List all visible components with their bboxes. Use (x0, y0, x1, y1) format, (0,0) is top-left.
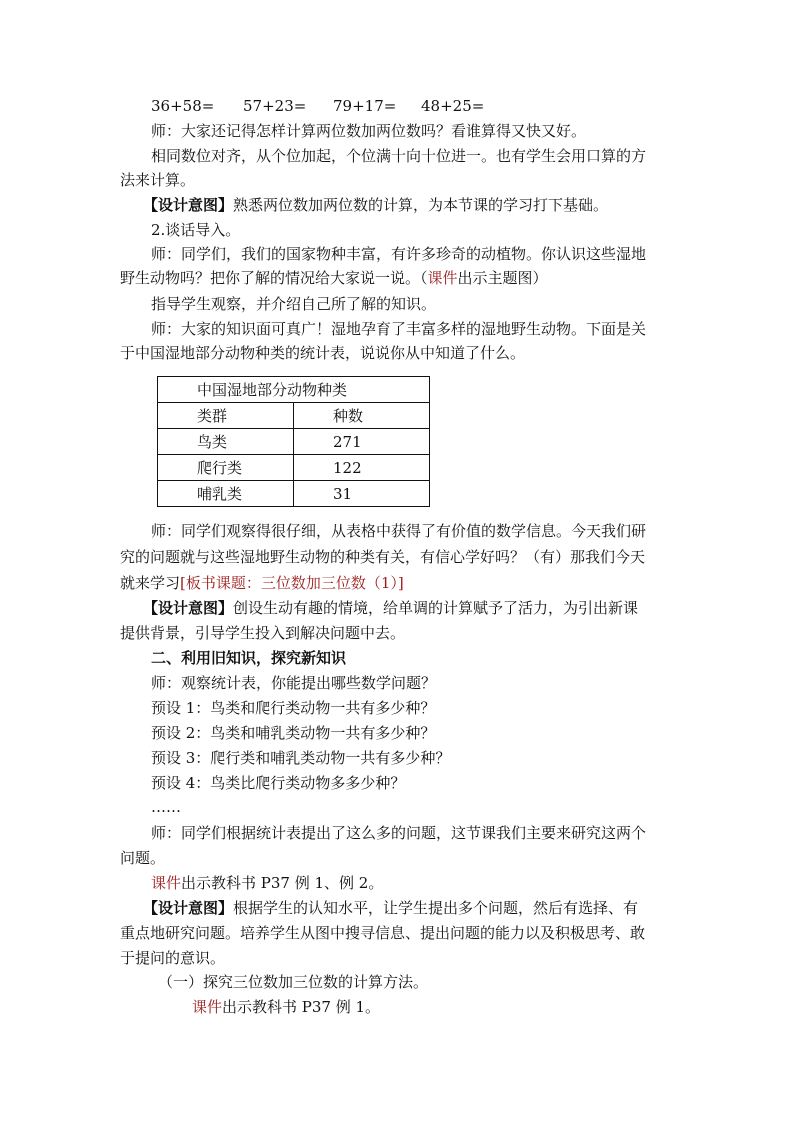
design-intent-1 (143, 195, 608, 215)
courseware-label: 课件 (192, 998, 223, 1016)
paragraph-line: 法来计算。 (120, 171, 196, 189)
paragraph-line: 师：同学们，我们的国家物种丰富，有许多珍奇的动植物。你认识这些湿地 (151, 245, 647, 263)
ellipsis: …… (151, 798, 181, 816)
paragraph-line: 相同数位对齐，从个位加起，个位满十向十位进一。也有学生会用口算的方 (151, 147, 647, 165)
table-header-row (158, 403, 430, 429)
design-intent-3 (143, 898, 638, 918)
paragraph-line: 师：同学们观察得很仔细，从表格中获得了有价值的数学信息。今天我们研 (151, 522, 647, 540)
table-header-group: 类群 (158, 403, 294, 429)
courseware-label: 课件 (151, 874, 182, 892)
table-cell-count: 122 (294, 455, 430, 481)
preset-question: 预设 4：鸟类比爬行类动物多多少种？ (151, 774, 406, 792)
paragraph-line: 提供背景，引导学生投入到解决问题中去。 (120, 624, 406, 642)
section-heading: 二、利用旧知识，探究新知识 (151, 649, 347, 667)
design-intent-label: 【设计意图】 (143, 899, 234, 917)
paragraph-line (192, 997, 380, 1017)
table-cell-group: 鸟类 (158, 429, 294, 455)
paragraph-line (151, 873, 383, 893)
table-row (158, 481, 430, 507)
text-segment: 出示教科书 P37 例 1、例 2。 (181, 874, 384, 892)
animal-species-table (157, 376, 430, 507)
paragraph-line: 师：同学们根据统计表提出了这么多的问题，这节课我们主要来研究这两个 (151, 824, 647, 842)
design-intent-text: 根据学生的认知水平，让学生提出多个问题，然后有选择、有 (233, 899, 639, 917)
equation-3: 79+17= (333, 97, 397, 115)
paragraph-line: 师：大家还记得怎样计算两位数加两位数吗？看谁算得又快又好。 (151, 122, 587, 140)
equation-2: 57+23= (243, 97, 307, 115)
table-title-row (158, 377, 430, 403)
table-title: 中国湿地部分动物种类 (158, 377, 430, 403)
preset-question: 预设 3：爬行类和哺乳类动物一共有多少种？ (151, 749, 451, 767)
subsection-heading: （一）探究三位数加三位数的计算方法。 (158, 973, 429, 991)
paragraph-line: 2.谈话导入。 (151, 221, 241, 239)
text-segment: 出示教科书 P37 例 1。 (222, 998, 381, 1016)
paragraph-line: 于提问的意识。 (120, 949, 226, 967)
table-cell-count: 271 (294, 429, 430, 455)
paragraph-line: 师：大家的知识面可真广！湿地孕育了丰富多样的湿地野生动物。下面是关 (151, 320, 647, 338)
equation-4: 48+25= (421, 97, 485, 115)
table-cell-group: 哺乳类 (158, 481, 294, 507)
equation-1: 36+58= (151, 97, 215, 115)
preset-question: 预设 1：鸟类和爬行类动物一共有多少种？ (151, 699, 436, 717)
table-row (158, 429, 430, 455)
preset-question: 预设 2：鸟类和哺乳类动物一共有多少种？ (151, 724, 436, 742)
paragraph-line: 究的问题就与这些湿地野生动物的种类有关，有信心学好吗？（有）那我们今天 (120, 548, 646, 566)
board-title: [板书课题：三位数加三位数（1）] (180, 574, 404, 592)
paragraph-line: 问题。 (120, 849, 166, 867)
courseware-label: 课件 (427, 269, 458, 287)
text-segment: 野生动物吗？把你了解的情况给大家说一说。（ (120, 269, 428, 287)
paragraph-line: 师：观察统计表，你能提出哪些数学问题？ (151, 674, 437, 692)
table-row (158, 455, 430, 481)
table-cell-group: 爬行类 (158, 455, 294, 481)
paragraph-line (120, 573, 404, 593)
design-intent-2 (143, 598, 638, 618)
table-header-count: 种数 (294, 403, 430, 429)
design-intent-label: 【设计意图】 (143, 599, 234, 617)
paragraph-line: 于中国湿地部分动物种类的统计表，说说你从中知道了什么。 (120, 344, 526, 362)
design-intent-text: 创设生动有趣的情境，给单调的计算赋予了活力，为引出新课 (233, 599, 639, 617)
paragraph-line: 指导学生观察，并介绍自己所了解的知识。 (151, 295, 437, 313)
text-segment: 出示主题图） (457, 269, 548, 287)
design-intent-label: 【设计意图】 (143, 196, 234, 214)
text-segment: 就来学习 (120, 574, 181, 592)
paragraph-line: 重点地研究问题。培养学生从图中搜寻信息、提出问题的能力以及积极思考、敢 (120, 924, 646, 942)
paragraph-line (120, 268, 548, 288)
design-intent-text: 熟悉两位数加两位数的计算，为本节课的学习打下基础。 (233, 196, 609, 214)
table-cell-count: 31 (294, 481, 430, 507)
